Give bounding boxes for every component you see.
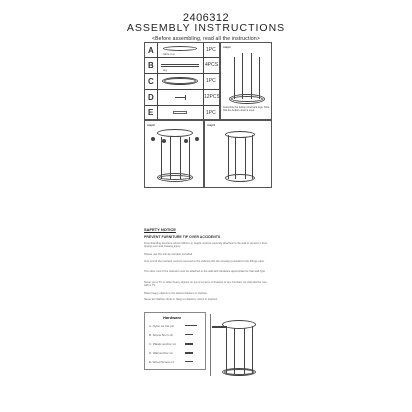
hardware-title: Hardware	[163, 315, 182, 320]
part-letter-c: C	[148, 77, 154, 86]
hardware-item: E. Wood Screw x4	[149, 360, 174, 364]
part-qty-b: 4PCS	[205, 62, 219, 68]
document-title: ASSEMBLY INSTRUCTIONS	[126, 22, 286, 34]
tool-drawing	[173, 111, 187, 114]
safety-paragraph: One end of the restraint must be secured to the cabinet with the screw(s) provided in the fittings pack.	[144, 260, 265, 263]
hardware-item: B. Screw 5mm x6	[149, 333, 173, 337]
screw-drawing	[175, 97, 185, 98]
safety-paragraph: The other end of the restraint must be attached to the wall with hardware appropriate for that wall type.	[144, 270, 266, 273]
part-caption-a: table top	[163, 52, 175, 56]
parts-list-panel	[144, 42, 220, 120]
safety-heading: SAFETY NOTICE	[144, 227, 176, 232]
safety-paragraph: Please use the anti-tip restraint provided.	[144, 253, 193, 256]
wood-screw-drawing	[185, 361, 193, 362]
anchor-c-drawing	[185, 343, 193, 345]
step1-caption: Assemble the bottom shelf and legs. Note that the bottom shelf is used	[223, 106, 270, 112]
step3-label: step3	[207, 123, 215, 127]
part-caption-b: leg	[163, 68, 168, 72]
part-letter-e: E	[148, 108, 154, 117]
part-qty-d: 12PCS	[204, 94, 220, 100]
document-subtitle: <Before assembling, read all the instruction>	[152, 36, 260, 42]
table-top-drawing	[163, 46, 197, 51]
part-qty-e: 1PC	[206, 110, 216, 116]
step1-label: step1	[223, 45, 231, 49]
wall-line	[210, 314, 211, 376]
step2-table-top	[157, 129, 193, 137]
safety-paragraph: Free-Standing Furniture above 600mm in height must be securely attached to the wall to prevent it from tipping over and causing injury.	[144, 242, 268, 249]
step3-table-top	[225, 131, 255, 138]
step2-panel	[144, 120, 204, 188]
safety-paragraph: Never put a TV or other heavy objects on top of a piece of drawers or any furniture not intended for use with a TV.	[144, 281, 267, 288]
hardware-item: C. Plastic anchor x4	[149, 342, 176, 346]
part-letter-d: D	[148, 93, 154, 102]
part-letter-b: B	[148, 61, 154, 70]
hardware-panel	[144, 312, 206, 370]
step2-label: step2	[147, 123, 155, 127]
part-letter-a: A	[148, 46, 154, 55]
leg-drawing	[161, 64, 199, 65]
part-qty-c: 1PC	[206, 78, 216, 84]
hardware-item: D. Wall anchor x4	[149, 351, 173, 355]
anti-tip-illustration	[208, 312, 272, 382]
step1-panel	[220, 42, 272, 120]
safety-paragraph: Place heavy objects in the lowest drawers or shelves.	[144, 292, 208, 295]
hardware-item: A. Nylon as the pic	[149, 324, 175, 328]
safety-subheading: PREVENT FURNITURE TIP OVER ACCIDENTS	[144, 235, 221, 239]
safety-paragraph: Never let children climb or hang on drawers, doors or shelves.	[144, 298, 218, 301]
anchor-d-drawing	[185, 352, 193, 354]
screw-b-drawing	[185, 334, 193, 335]
nylon-drawing	[185, 325, 197, 326]
part-qty-a: 1PC	[206, 47, 216, 53]
step3-panel	[204, 120, 272, 188]
document-code: 2406312	[182, 12, 230, 24]
